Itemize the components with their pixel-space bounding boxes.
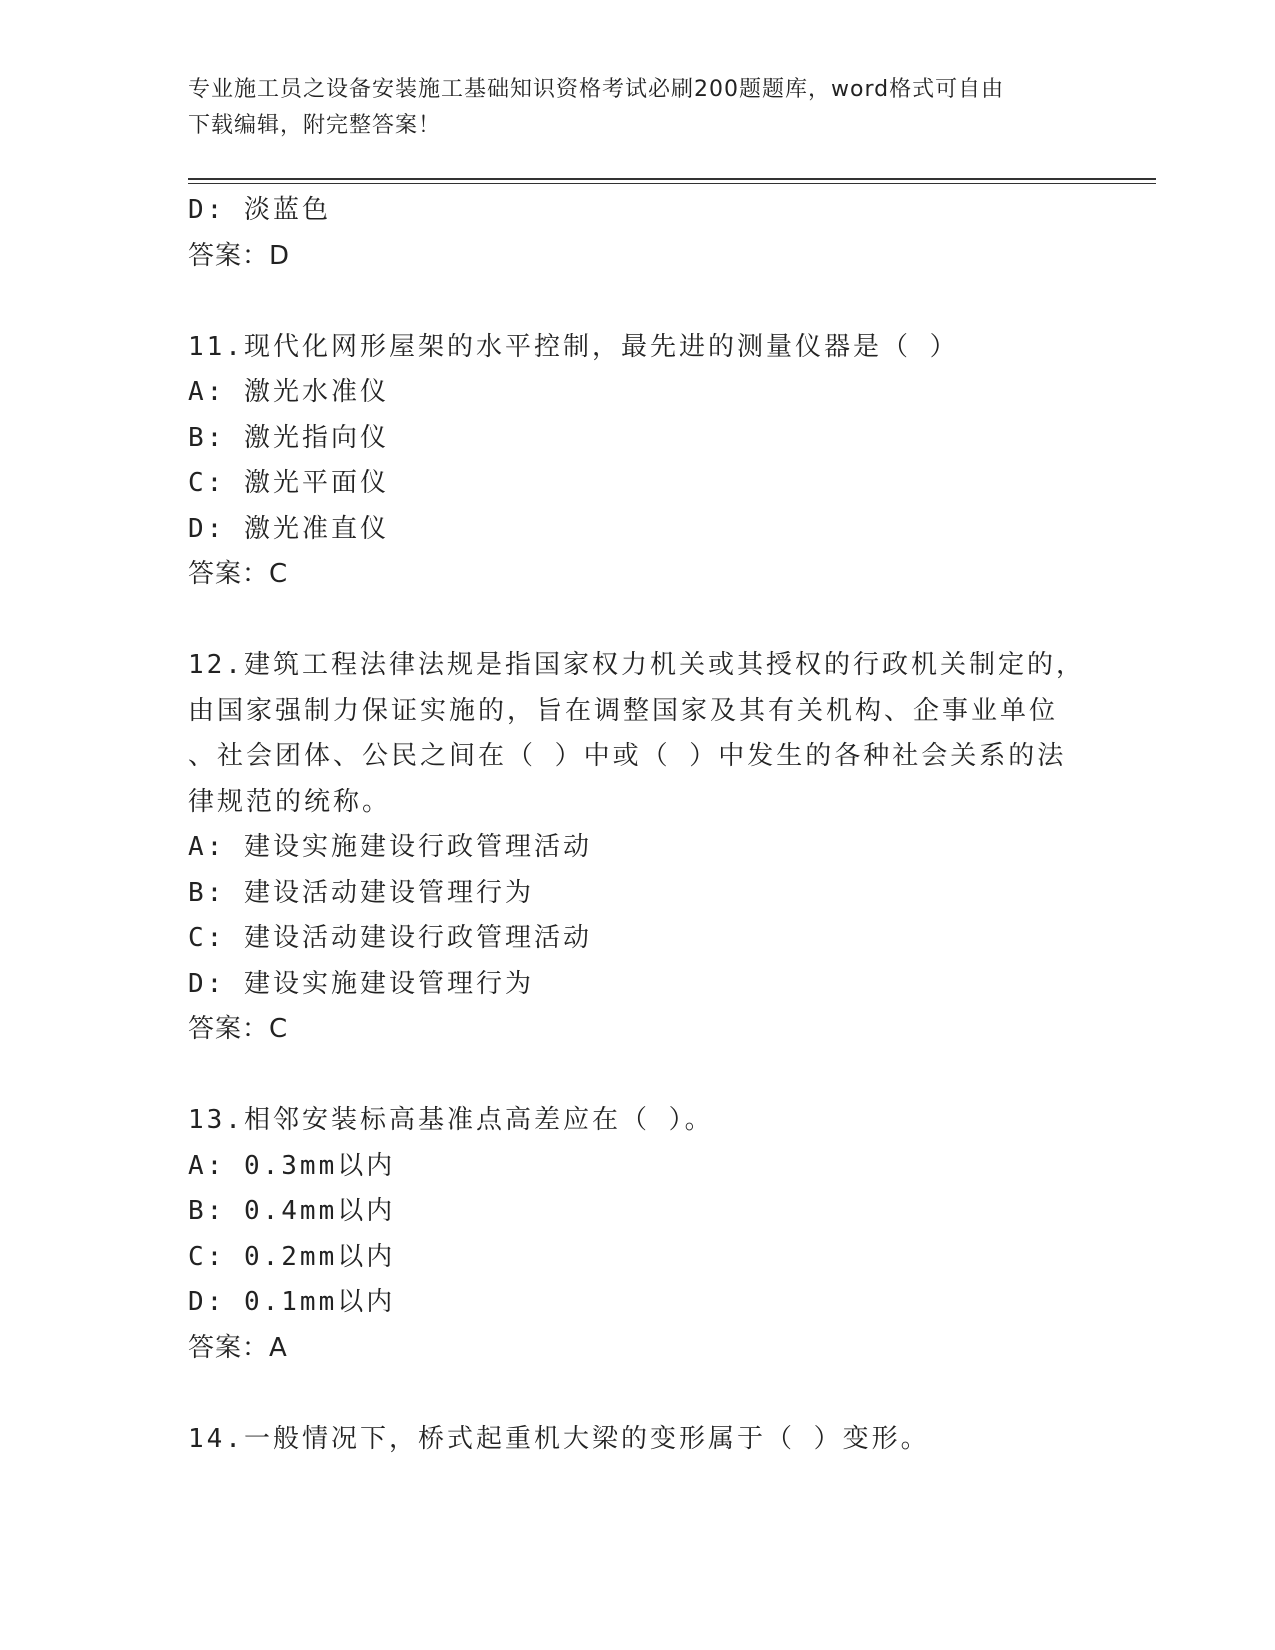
question-11: [188, 325, 1088, 598]
option-b: B: 建设活动建设管理行为: [188, 877, 534, 908]
header-divider-thin: [188, 183, 1156, 184]
option-a: A: 0.3mm以内: [188, 1150, 396, 1181]
question-stem-line: 、社会团体、公民之间在（ ）中或（ ）中发生的各种社会关系的法: [188, 741, 1067, 771]
header-line-1: 专业施工员之设备安装施工基础知识资格考试必刷200题题库，word格式可自由: [188, 77, 1005, 102]
option-a: A: 激光水准仪: [188, 377, 389, 407]
option-b: B: 激光指向仪: [188, 422, 389, 453]
answer: 答案：C: [188, 559, 289, 589]
question-14: [188, 1417, 1088, 1463]
question-stem-line: 12.建筑工程法律法规是指国家权力机关或其授权的行政机关制定的，: [188, 650, 1085, 680]
question-13: [188, 1098, 1088, 1371]
answer: 答案：C: [188, 1014, 289, 1044]
option-c: C: 0.2mm以内: [188, 1241, 396, 1272]
question-stem: 11.现代化网形屋架的水平控制，最先进的测量仪器是（ ）: [188, 331, 959, 362]
answer: 答案：D: [188, 240, 291, 271]
question-content: [188, 188, 1088, 1462]
question-stem-line: 由国家强制力保证实施的，旨在调整国家及其有关机构、企事业单位: [188, 695, 1059, 726]
question-stem-line: 律规范的统称。: [188, 786, 392, 817]
header-divider-thick: [188, 178, 1156, 180]
option-d: D: 0.1mm以内: [188, 1287, 396, 1317]
option-a: A: 建设实施建设行政管理活动: [188, 832, 592, 862]
answer: 答案：A: [188, 1332, 288, 1363]
document-header: [188, 72, 1088, 144]
option-d: D: 淡蓝色: [188, 195, 331, 225]
header-line-2: 下载编辑，附完整答案！: [188, 113, 442, 138]
option-d: D: 建设实施建设管理行为: [188, 968, 534, 999]
question-12: [188, 643, 1088, 1053]
option-d: D: 激光准直仪: [188, 513, 389, 544]
option-c: C: 建设活动建设行政管理活动: [188, 923, 592, 953]
option-b: B: 0.4mm以内: [188, 1196, 396, 1226]
option-c: C: 激光平面仪: [188, 468, 389, 498]
question-stem: 14.一般情况下，桥式起重机大梁的变形属于（ ）变形。: [188, 1423, 930, 1454]
question-stem: 13.相邻安装标高基准点高差应在（ ）。: [188, 1105, 714, 1135]
